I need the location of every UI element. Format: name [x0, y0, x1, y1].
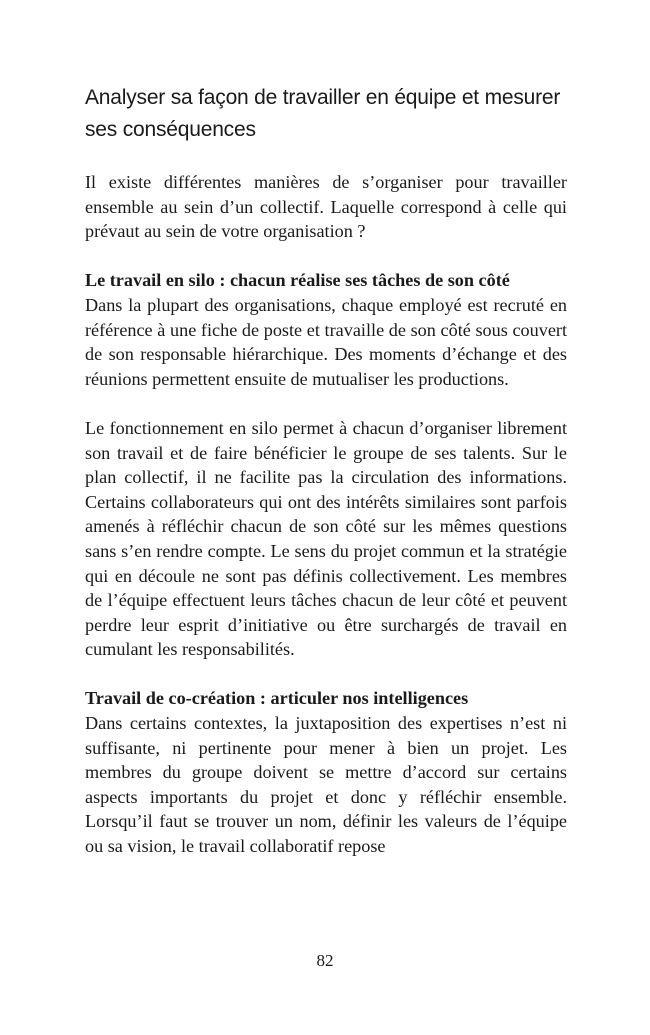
paragraph-spacer	[85, 244, 567, 269]
section-heading-silo: Le travail en silo : chacun réalise ses tâches de son côté	[85, 270, 510, 291]
page-body	[85, 82, 567, 859]
section-heading-cocreation: Travail de co-création : articuler nos intelligences	[85, 688, 469, 709]
paragraph-spacer	[85, 391, 567, 416]
chapter-title: Analyser sa façon de travailler en équipe et mesurer ses conséquences	[85, 86, 561, 141]
intro-paragraph: Il existe différentes manières de s’organiser pour travailler ensemble au sein d’un collectif. Laquelle correspond à celle qui prévaut au sein de votre organisation ?	[85, 172, 567, 242]
page-number: 82	[316, 951, 334, 970]
paragraph-spacer	[85, 662, 567, 687]
silo-paragraph-1: Dans la plupart des organisations, chaque employé est recruté en référence à une fiche de poste et travaille de son côté sous couvert de son responsable hiérarchique. Des moments d’échange et des réunions permettent ensuite de mutualiser les productions.	[85, 294, 567, 389]
silo-paragraph-2: Le fonctionnement en silo permet à chacun d’organiser librement son travail et de faire bénéficier le groupe de ses talents. Sur le plan collectif, il ne facilite pas la circulation des informations. Certains collaborateurs qui ont des intérêts similaires sont parfois amenés à réfléchir chacun de son côté sur les mêmes questions sans s’en rendre compte. Le sens du projet commun et la stratégie qui en découle ne sont pas définis collectivement. Les membres de l’équipe effectuent leurs tâches chacun de leur côté et peuvent perdre leur esprit d’initiative ou être surchargés de travail en cumulant les responsabilités.	[85, 417, 567, 660]
cocreation-paragraph-1: Dans certains contextes, la juxtaposition des expertises n’est ni suffisante, ni pertinente pour mener à bien un projet. Les membres du groupe doivent se mettre d’accord sur certains aspects importants du projet et donc y réfléchir ensemble. Lorsqu’il faut se trouver un nom, définir les valeurs de l’équipe ou sa vision, le travail collaboratif repose	[85, 713, 567, 857]
